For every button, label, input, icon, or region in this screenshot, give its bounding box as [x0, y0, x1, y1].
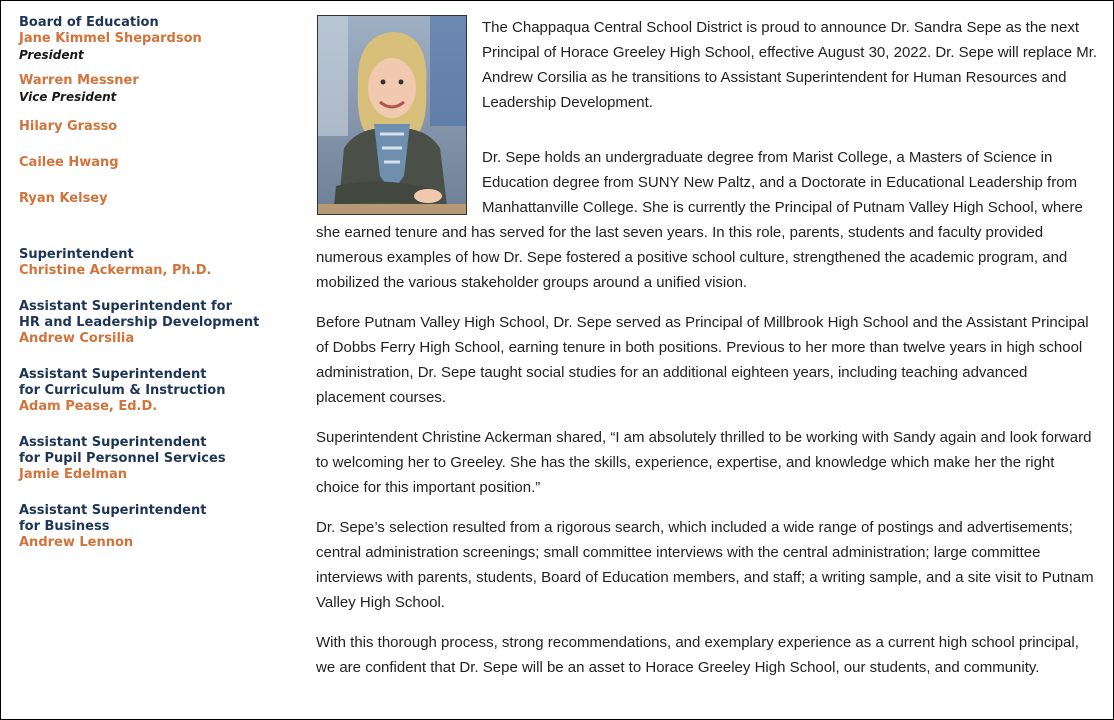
board-member-role: Vice President — [19, 90, 117, 104]
board-member-name[interactable]: Ryan Kelsey — [19, 191, 108, 206]
admin-title: Assistant Superintendent — [19, 435, 207, 450]
board-member-name[interactable]: Cailee Hwang — [19, 155, 119, 170]
article-paragraph: Dr. Sepe’s selection resulted from a rigorous search, which included a wide range of postings and advertisements; central administration screenings; small committee interviews with the central administration; large committee interviews with parents, students, Board of Education members, and staff; a writing sample, and a site visit to Putnam Valley High School. — [316, 519, 1094, 611]
admin-title: for Business — [19, 519, 110, 534]
board-heading: Board of Education — [19, 15, 159, 30]
article-paragraph: The Chappaqua Central School District is proud to announce Dr. Sandra Sepe as the next Principal of Horace Greeley High School, effective August 30, 2022. Dr. Sepe will replace Mr. Andrew Corsilia as he transitions to Assistant Superintendent for Human Resources and Leadership Development. — [482, 19, 1098, 111]
admin-title: Assistant Superintendent — [19, 503, 207, 518]
admin-asst-curriculum — [19, 367, 299, 415]
board-member-vice-president — [19, 73, 299, 105]
board-member — [19, 155, 299, 171]
admin-title: HR and Leadership Development — [19, 315, 260, 330]
board-member-name[interactable]: Hilary Grasso — [19, 119, 118, 134]
admin-name[interactable]: Andrew Lennon — [19, 535, 134, 550]
admin-name[interactable]: Jamie Edelman — [19, 467, 127, 482]
admin-title: for Pupil Personnel Services — [19, 451, 226, 466]
board-member-president — [19, 31, 299, 63]
board-member — [19, 119, 299, 135]
sidebar — [19, 15, 299, 551]
admin-name[interactable]: Christine Ackerman, Ph.D. — [19, 263, 212, 278]
admin-title: for Curriculum & Instruction — [19, 383, 226, 398]
admin-name[interactable]: Andrew Corsilia — [19, 331, 135, 346]
photo-spacer — [316, 15, 482, 215]
admin-asst-hr — [19, 299, 299, 347]
admin-superintendent — [19, 247, 299, 279]
admin-name[interactable]: Adam Pease, Ed.D. — [19, 399, 158, 414]
admin-asst-pupil — [19, 435, 299, 483]
board-member-name[interactable]: Jane Kimmel Shepardson — [19, 31, 202, 46]
article-body — [316, 15, 1098, 680]
board-member — [19, 191, 299, 207]
admin-asst-business — [19, 503, 299, 551]
board-member-name[interactable]: Warren Messner — [19, 73, 139, 88]
article-paragraph: With this thorough process, strong recommendations, and exemplary experience as a current high school principal, we are confident that Dr. Sepe will be an asset to Horace Greeley High School, our students, and community. — [316, 634, 1079, 676]
admin-title: Assistant Superintendent for — [19, 299, 232, 314]
admin-title: Superintendent — [19, 247, 134, 262]
board-member-role: President — [19, 48, 84, 62]
article-paragraph: Superintendent Christine Ackerman shared, “I am absolutely thrilled to be working with Sandy again and look forward to welcoming her to Greeley. She has the skills, experience, expertise, and knowledge which make her the right choice for this important position.” — [316, 429, 1092, 496]
admin-title: Assistant Superintendent — [19, 367, 207, 382]
article-paragraph: Dr. Sepe holds an undergraduate degree from Marist College, a Masters of Science in Education degree from SUNY New Paltz, and a Doctorate in Educational Leadership from Manhattanville College. She is currently the Principal of Putnam Valley High School, where she earned tenure and has served for the last seven years. In this role, parents, students and faculty provided numerous examples of how Dr. Sepe fostered a positive school culture, strengthened the academic program, and mobilized the various stakeholder groups around a unified vision. — [316, 149, 1083, 291]
article-paragraph: Before Putnam Valley High School, Dr. Sepe served as Principal of Millbrook High School and the Assistant Principal of Dobbs Ferry High School, earning tenure in both positions. Previous to her more than twelve years in high school administration, Dr. Sepe taught social studies for an additional eighteen years, including teaching advanced placement courses. — [316, 314, 1089, 406]
